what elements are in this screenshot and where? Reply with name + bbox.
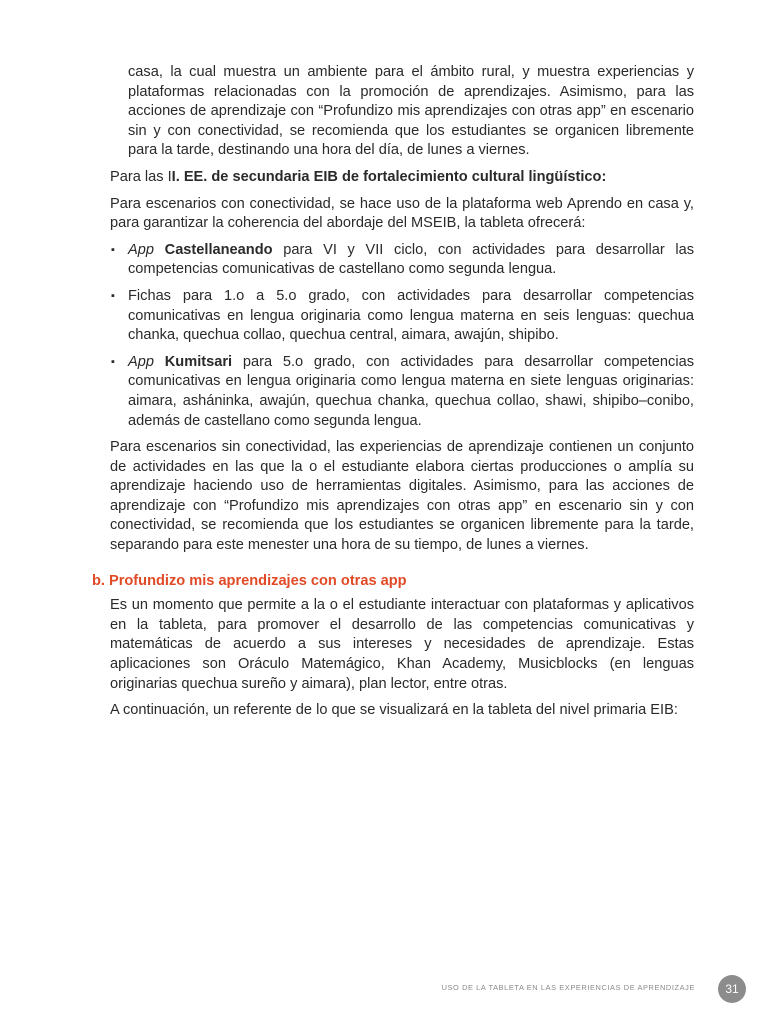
bullet-app-word: App xyxy=(128,241,154,258)
no-connectivity-paragraph: Para escenarios sin conectividad, las experiencias de aprendizaje contienen un conjunto de actividades en las que la o el estudiante elabora ciertas producciones o amplía su aprendizaje haciendo uso de herramientas digitales. Asimismo, para las acciones de aprendizaje con “Profundizo mis aprendizajes con otras app” en escenario sin y con conectividad, se recomienda que los estudiantes se organicen libremente para la tarde, separando para este menester una hora de su tiempo, de lunes a viernes. xyxy=(110,439,694,554)
secundaria-bold-heading: I. EE. de secundaria EIB de fortalecimiento cultural lingüístico: xyxy=(171,168,607,185)
secundaria-lead: Para las I xyxy=(110,168,172,185)
bullet-square-icon: ▪ xyxy=(111,289,115,302)
bullet-item-fichas xyxy=(110,287,694,346)
bullet-app-name: Castellaneando xyxy=(164,241,273,258)
section-b-paragraph-1: Es un momento que permite a la o el estudiante interactuar con plataformas y aplicativos en la tableta, para promover el desarrollo de las competencias comunicativas y matemáticas de acuerdo a sus intereses y necesidades de aprendizaje. Estas aplicaciones son Oráculo Matemágico, Khan Academy, Musicblocks (en lenguas originarias quechua sureño y aimara), plan lector, entre otras. xyxy=(110,597,694,692)
bullet-square-icon: ▪ xyxy=(111,243,115,256)
bullet-app-name: Kumitsari xyxy=(164,353,233,370)
secundaria-heading-line xyxy=(110,168,694,188)
bullet-item-castellaneando xyxy=(110,241,694,280)
page-number-badge: 31 xyxy=(718,975,746,1003)
bullet-text: para 5.o grado, con actividades para desarrollar competencias comunicativas en lengua originaria como lengua materna en siete lenguas originarias: aimara, asháninka, awajún, quechua chanka, quechua collao, shawi, shipibo–conibo, además de castellano como segunda lengua. xyxy=(128,353,694,429)
bullet-item-kumitsari xyxy=(110,353,694,431)
bullet-text: Fichas para 1.o a 5.o grado, con actividades para desarrollar competencias comunicativas en lengua originaria como lengua materna en seis lenguas: quechua chanka, quechua collao, quechua central, aimara, awajún, shipibo. xyxy=(128,287,694,344)
section-b-letter: b. xyxy=(92,572,105,589)
section-b-paragraph-2: A continuación, un referente de lo que se visualizará en la tableta del nivel primaria EIB: xyxy=(110,702,678,719)
bullet-square-icon: ▪ xyxy=(111,355,115,368)
running-footer-title: USO DE LA TABLETA EN LAS EXPERIENCIAS DE APRENDIZAJE xyxy=(441,983,695,992)
connectivity-paragraph: Para escenarios con conectividad, se hace uso de la plataforma web Aprendo en casa y, para garantizar la coherencia del abordaje del MSEIB, la tableta ofrecerá: xyxy=(110,195,694,232)
intro-continuation-paragraph: casa, la cual muestra un ambiente para el ámbito rural, y muestra experiencias y plataformas relacionadas con la promoción de aprendizajes. Asimismo, para las acciones de aprendizaje con “Profundizo mis aprendizajes con otras app” en escenario sin y con conectividad, se recomienda que los estudiantes se organicen libremente para la tarde, destinando una hora del día, de lunes a viernes. xyxy=(128,64,694,159)
section-b-title: Profundizo mis aprendizajes con otras app xyxy=(108,572,407,589)
bullet-text: para VI y VII ciclo, con actividades para desarrollar las competencias comunicativas de castellano como segunda lengua. xyxy=(128,241,695,278)
page-body xyxy=(92,63,695,728)
bullet-app-word: App xyxy=(128,353,154,370)
section-b-heading xyxy=(92,572,694,592)
